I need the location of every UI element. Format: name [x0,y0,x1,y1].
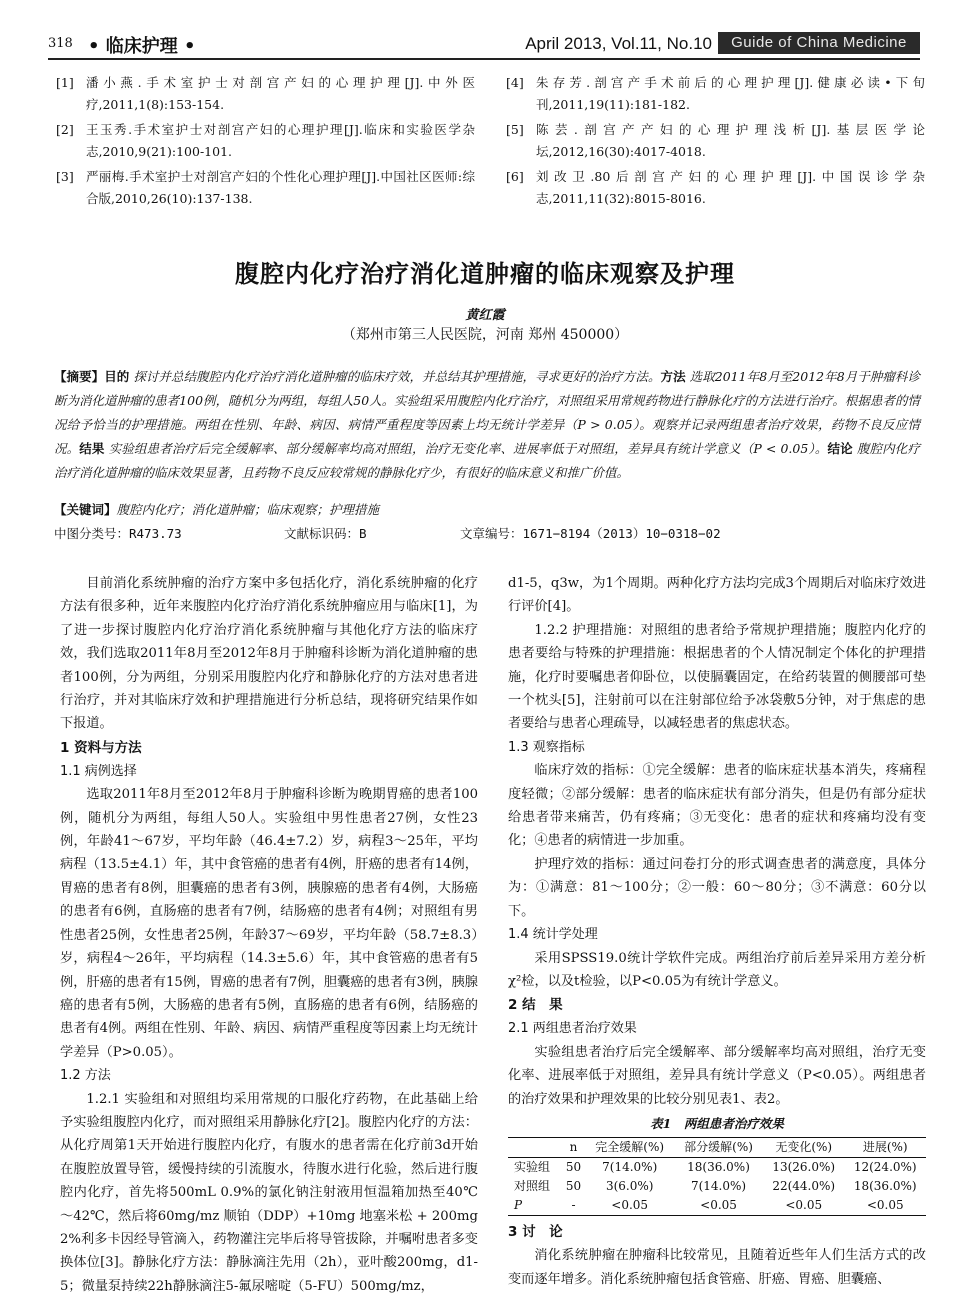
journal-name-banner: Guide of China Medicine [718,32,920,54]
table-cell: 对照组 [514,1179,551,1194]
table-cell: 3(6.0%) [605,1179,654,1194]
body-paragraph: 选取2011年8月至2012年8月于肿瘤科诊断为晚期胃癌的患者100例，随机分为两组，每组人50人。实验组中男性患者27例，女性23例，年龄41～67岁，平均年龄（46.4±7.2）岁，病程3～25年，平均病程（13.5±4.1）年，其中食管癌的患者有4例，肝癌的患者有14例，胃癌的患者有8例，胆囊癌的患者有3例，胰腺癌的患者有4例，大肠癌的患者有6例，直肠癌的患者有7例，结肠癌的患者有4例；对照组有男性患者25例，女性患者25例，年龄37～69岁，平均年龄（58.7±8.3）岁，病程4～26年，平均病程（14.3±5.6）年，其中食管癌的患者有5例，肝癌的患者有15例，胃癌的患者有7例，胆囊癌的患者有3例，胰腺癌的患者有5例，大肠癌的患者有5例，直肠癌的患者有6例，结肠癌的患者有4例。两组在性别、年龄、病因、病情严重程度等因素上均无统计学差异（P>0.05）。 [60,787,478,1060]
table-header-cell: 无变化(%) [763,1138,845,1158]
abstract [54,365,920,485]
reference-item: [3] 严丽梅.手术室护士对剖宫产妇的个性化心理护理[J].中国社区医师:综合版,2010,26(10):137-138. [56,169,475,206]
abstract-method: 选取2011年8月至2012年8月于肿瘤科诊断为消化道肿瘤的患者100例，随机分为两组，每组人50人。实验组采用腹腔内化疗治疗，对照组采用常规药物进行静脉化疗的方法进行治疗。根据患者的情况给予恰当的护理措施。两组在性别、年龄、病因、病情严重程度等因素上均无统计学差异（P > 0.05）。观察并记录两组患者治疗效果，药物不良反应情况。 [54,369,920,456]
table-cell: <0.05 [674,1196,763,1216]
subsection-heading: 1.1 病例选择 [60,763,137,779]
article-number: 文章编号：1671−8194（2013）10−0318−02 [460,526,721,541]
results-table [508,1137,926,1216]
subsection-heading: 2.1 两组患者治疗效果 [508,1021,637,1037]
table-cell: 13(26.0%) [772,1160,836,1175]
body-paragraph: 临床疗效的指标：①完全缓解：患者的临床症状基本消失，疼痛程度轻微；②部分缓解：患者的临床症状有部分消失，但是仍有部分症状给患者带来痛苦，仍有疼痛；③无变化：患者的症状和疼痛均没有变化；④患者的病情进一步加重。 [508,763,926,849]
subsection-heading: 1.4 统计学处理 [508,927,598,943]
table-row [508,1196,926,1216]
abstract-conclusion: 腹腔内化疗治疗消化道肿瘤的临床效果显著，且药物不良反应较常规的静脉化疗少，有很好的临床意义和推广价值。 [54,441,920,480]
article-title: 腹腔内化疗治疗消化道肿瘤的临床观察及护理 [235,260,735,288]
reference-list-left [50,72,475,213]
abstract-result-label: 结果 [79,441,105,456]
table-cell: 50 [565,1179,582,1194]
body-paragraph: 消化系统肿瘤在肿瘤科比较常见，且随着近些年人们生活方式的改变而逐年增多。消化系统肿瘤包括食管癌、肝癌、胃癌、胆囊癌、 [508,1248,926,1287]
table-cell: 50 [565,1160,582,1175]
table-row [508,1158,926,1178]
table-cell: <0.05 [844,1196,926,1216]
table-cell: 7(14.0%) [602,1160,658,1175]
table-header-cell: 部分缓解(%) [674,1138,763,1158]
section-heading: 3 讨 论 [508,1224,563,1241]
reference-item: [5] 陈芸.剖宫产产妇的心理护理浅析[J].基层医学论坛,2012,16(30):4017-4018. [506,122,925,159]
author-affiliation: （郑州市第三人民医院，河南 郑州 450000） [341,327,629,343]
abstract-conclusion-label: 结论 [827,441,853,456]
table-row [508,1177,926,1196]
table-cell: <0.05 [585,1196,674,1216]
clc-number: 中图分类号：R473.73 [54,526,182,541]
table-cell: 18(36.0%) [853,1179,917,1194]
subsection-heading: 1.2 方法 [60,1068,111,1084]
abstract-method-label: 方法 [660,369,686,384]
body-paragraph: 1.2.2 护理措施：对照组的患者给予常规护理措施；腹腔内化疗的患者要给与特殊的护理措施：根据患者的个人情况制定个体化的护理措施，化疗时要嘱患者仰卧位，以使膈囊固定，在给药装置的侧腰部可垫一个枕头[5]，注射前可以在注射部位给予冰袋敷5分钟，对于焦虑的患者要给与患者心理疏导，以减轻患者的焦虑状态。 [508,622,926,732]
table-cell: 18(36.0%) [687,1160,750,1175]
page-number: 318 [48,36,73,51]
table-cell: 22(44.0%) [772,1179,836,1194]
section-name: • 临床护理 • [88,36,196,57]
issue-info: April 2013, Vol.11, No.10 [525,34,712,53]
table-cell: 实验组 [514,1160,551,1175]
table-header-cell: 进展(%) [844,1138,926,1158]
table-header-cell [508,1138,562,1158]
section-heading: 2 结 果 [508,997,563,1014]
header-rule [48,58,920,60]
reference-item: [1] 潘小燕.手术室护士对剖宫产妇的心理护理[J].中外医疗,2011,1(8):153-154. [56,75,475,112]
table-cell: 12(24.0%) [853,1160,917,1175]
reference-item: [6] 刘改卫.80后剖宫产妇的心理护理[J].中国误诊学杂志,2011,11(32):8015-8016. [506,169,925,206]
table-header-row [508,1138,926,1158]
body-column-left [60,572,478,1298]
section-heading: 1 资料与方法 [60,739,142,756]
abstract-label: 【摘要】 [54,369,105,384]
body-column-right [508,572,926,1291]
body-paragraph: 护理疗效的指标：通过问卷打分的形式调查患者的满意度，具体分为：①满意：81～100分；②一般：60～80分；③不满意：60分以下。 [508,856,926,919]
reference-item: [4] 朱存芳.剖宫产手术前后的心理护理[J].健康必读•下旬刊,2011,19(11):181-182. [506,75,925,112]
table-header-cell: n [562,1138,586,1158]
intro-paragraph: 目前消化系统肿瘤的治疗方案中多包括化疗，消化系统肿瘤的化疗方法有很多种，近年来腹腔内化疗治疗消化系统肿瘤应用与临床[1]，为了进一步探讨腹腔内化疗治疗消化系统肿瘤与其他化疗方法的临床疗效，我们选取2011年8月至2012年8月于肿瘤科诊断为消化道肿瘤的患者100例，分为两组，分别采用腹腔内化疗和静脉化疗的方法对患者进行治疗，并对其临床疗效和护理措施进行分析总结，现将研究结果作如下报道。 [60,576,478,732]
table-cell: 7(14.0%) [690,1179,747,1194]
body-paragraph: 实验组患者治疗后完全缓解率、部分缓解率均高对照组，治疗无变化率、进展率低于对照组，差异具有统计学意义（P<0.05）。两组患者的治疗效果和护理效果的比较分别见表1、表2。 [508,1044,926,1107]
abstract-result: 实验组患者治疗后完全缓解率、部分缓解率均高对照组，治疗无变化率、进展率低于对照组，差异具有统计学意义（P < 0.05）。 [108,441,828,456]
article-author: 黄红霞 [465,308,505,323]
keywords [54,500,920,518]
keywords-text: 腹腔内化疗；消化道肿瘤；临床观察；护理措施 [116,502,380,517]
table-cell: <0.05 [763,1196,845,1216]
reference-item: [2] 王玉秀.手术室护士对剖宫产妇的心理护理[J].临床和实验医学杂志,2010,9(21):100-101. [56,122,475,159]
document-code: 文献标识码：B [284,526,367,541]
reference-list-right [500,72,925,213]
table-caption: 表1 两组患者治疗效果 [650,1115,784,1131]
subsection-heading: 1.3 观察指标 [508,739,585,755]
keywords-label: 【关键词】 [54,502,117,517]
table-cell: - [562,1196,586,1216]
body-paragraph: 采用SPSS19.0统计学软件完成。两组治疗前后差异采用方差分析χ²检，以及t检验，以P<0.05为有统计学意义。 [508,950,926,989]
abstract-purpose: 探讨并总结腹腔内化疗治疗消化道肿瘤的临床疗效，并总结其护理措施，寻求更好的治疗方法。 [133,369,661,384]
body-paragraph: d1-5，q3w，为1个周期。两种化疗方法均完成3个周期后对临床疗效进行评价[4]。 [508,576,926,615]
body-paragraph: 1.2.1 实验组和对照组均采用常规的口服化疗药物，在此基础上给予实验组腹腔内化疗，而对照组采用静脉化疗[2]。腹腔内化疗的方法：从化疗周第1天开始进行腹腔内化疗，有腹水的患者需在化疗前3d开始在腹腔放置导管，缓慢持续的引流腹水，待腹水进行化验，然后进行腹腔内化疗，首先将500mL 0.9%的氯化钠注射液用恒温箱加热至40℃～42℃，然后将60mg/mz 顺铂（DDP）+10mg 地塞米松 + 200mg 2%利多卡因经导管滴入，药物灌注完毕后将导管拔除，并嘱咐患者多变换体位[3]。静脉化疗方法：静脉滴注先用（2h），亚叶酸200mg，d1-5；微量泵持续22h静脉滴注5-氟尿嘧啶（5-FU）500mg/mz， [60,1091,478,1294]
page-header [48,32,920,58]
table-cell: P [508,1196,562,1216]
table-header-cell: 完全缓解(%) [585,1138,674,1158]
abstract-purpose-label: 目的 [104,369,130,384]
